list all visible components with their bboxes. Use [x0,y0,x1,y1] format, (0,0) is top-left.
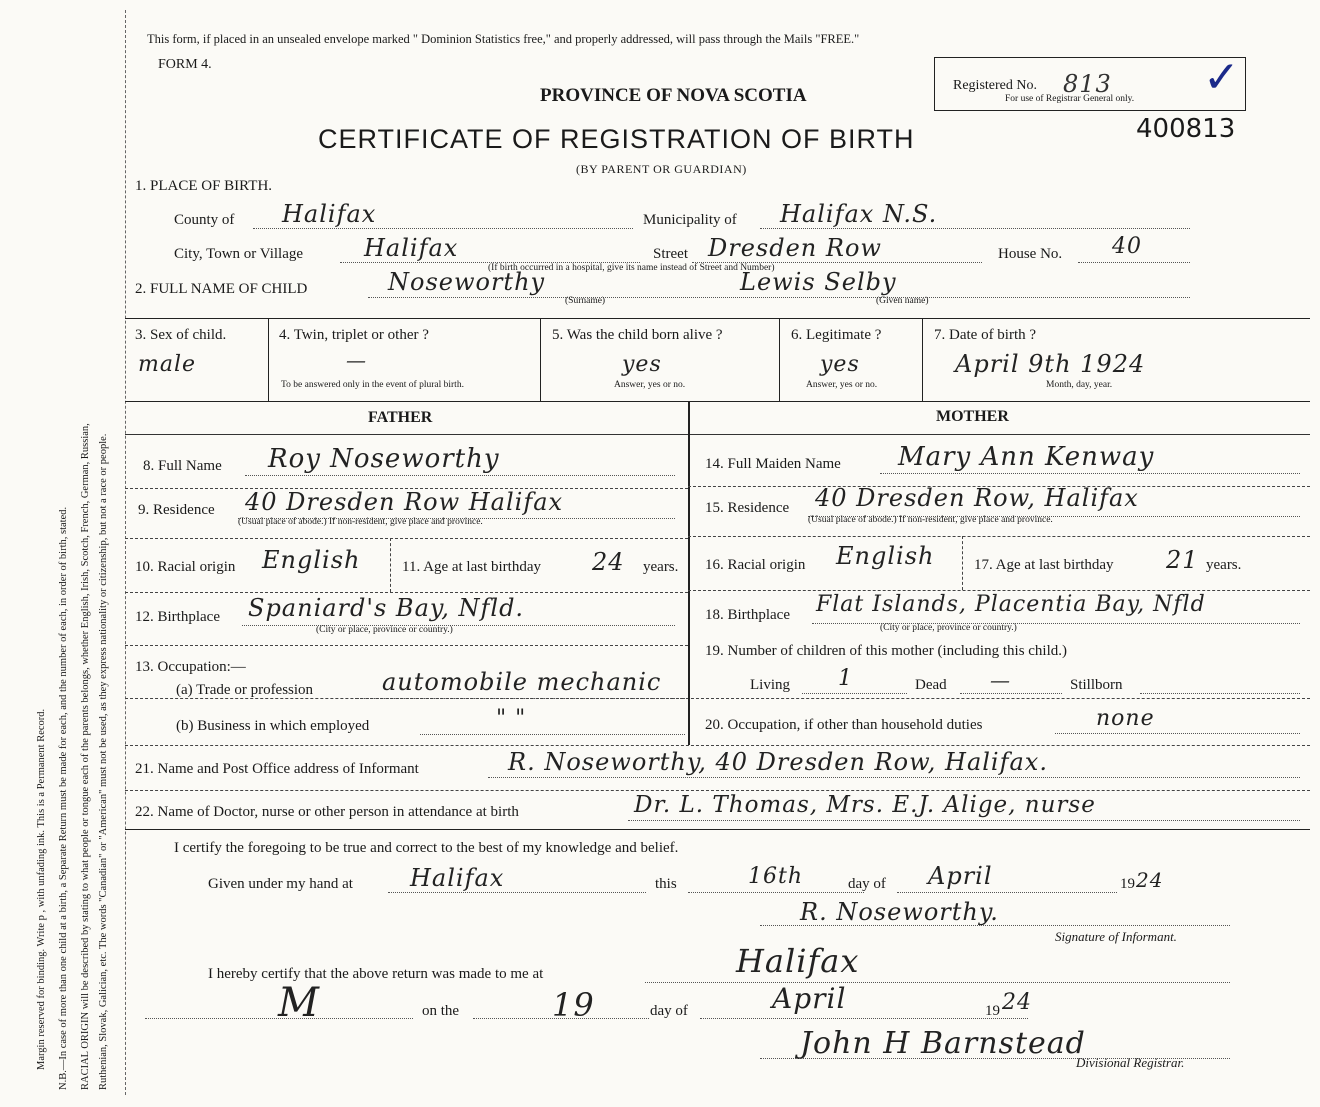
certificate-subtitle: (BY PARENT OR GUARDIAN) [576,162,747,176]
mail-notice: This form, if placed in an unsealed envelope marked " Dominion Statistics free," and properly addressed, will pass through the Mails "FREE." [147,32,860,46]
living-label: Living [750,677,790,693]
blue-checkmark: ✓ [1203,52,1240,103]
municipality-value: Halifax N.S. [780,200,938,228]
mother-age: 21 [1166,546,1199,574]
mother-occ-label: 20. Occupation, if other than household duties [705,717,983,733]
mother-res-label: 15. Residence [705,500,790,516]
mother-race-label: 16. Racial origin [705,557,806,573]
children-label: 19. Number of children of this mother (including this child.) [705,643,1068,659]
twin-value: — [346,348,367,372]
stillborn-label: Stillborn [1070,677,1123,693]
father-age-label: 11. Age at last birthday [402,559,541,575]
place-label: 1. PLACE OF BIRTH. [135,178,273,194]
registered-box [934,57,1246,111]
twin-note: To be answered only in the event of plural birth. [281,380,464,390]
certify-year-prefix: 19 [1120,876,1135,892]
twin-label: 4. Twin, triplet or other ? [279,327,429,343]
sex-value: male [138,352,197,377]
row-divider-top [125,318,1310,319]
father-years: years. [643,559,679,575]
dob-value: April 9th 1924 [955,350,1146,378]
registrar-day: 19 [552,986,595,1024]
doctor-value: Dr. L. Thomas, Mrs. E.J. Alige, nurse [634,792,1096,818]
given-label: Given under my hand at [208,876,353,892]
certify-month: April [928,862,993,890]
certify-year: 24 [1136,868,1164,892]
dead-label: Dead [915,677,947,693]
alive-value: yes [622,352,662,377]
certify-day: 16th [748,864,804,889]
registrar-year-prefix: 19 [985,1003,1000,1019]
mother-years: years. [1206,557,1242,573]
registrar-note: For use of Registrar General only. [1005,94,1135,104]
hospital-note: (If birth occurred in a hospital, give its name instead of Street and Number) [488,263,775,273]
margin-line-4: Ruthenian, Slovak, Galician, etc. The words "Canadian" or "American" must not be used, as they express nationality or citizenship, but not a race or people. [98,433,109,1090]
mother-heading: MOTHER [936,408,1009,425]
registrar-initial: M [278,980,320,1026]
legit-value: yes [820,352,860,377]
dead-value: — [990,668,1011,692]
city-label: City, Town or Village [174,246,304,262]
mother-name-label: 14. Full Maiden Name [705,456,841,472]
province-title: PROVINCE OF NOVA SCOTIA [540,85,807,106]
margin-line-3: RACIAL ORIGIN will be described by stating to what people or tongue each of the parents belongs, whether English, Irish, Scotch, French, German, Russian, [80,423,91,1090]
certificate-title: CERTIFICATE OF REGISTRATION OF BIRTH [318,124,915,154]
alive-note: Answer, yes or no. [614,380,686,390]
house-value: 40 [1112,234,1142,259]
registrar-place: Halifax [736,942,860,980]
father-heading: FATHER [368,409,433,426]
margin-divider [125,10,126,1095]
father-res-label: 9. Residence [138,502,215,518]
dob-note: Month, day, year. [1046,380,1113,390]
father-residence: 40 Dresden Row Halifax [245,488,564,516]
this-label: this [655,876,677,892]
mother-birthplace: Flat Islands, Placentia Bay, Nfld [816,592,1206,617]
father-name: Roy Noseworthy [268,444,500,474]
given-name-note: (Given name) [876,296,929,306]
county-label: County of [174,212,235,228]
certify-text: I certify the foregoing to be true and correct to the best of my knowledge and belief. [174,840,679,856]
signature-informant-label: Signature of Informant. [1055,929,1177,944]
mother-bp-note: (City or place, province or country.) [880,623,1017,633]
business-value: " " [496,706,527,731]
father-bp-note: (City or place, province or country.) [316,625,453,635]
father-bp-label: 12. Birthplace [135,609,220,625]
legit-note: Answer, yes or no. [806,380,878,390]
street-label: Street [653,246,688,262]
trade-value: automobile mechanic [382,668,662,696]
county-value: Halifax [282,200,377,228]
registrar-on-label: on the [422,1003,460,1019]
mother-age-label: 17. Age at last birthday [974,557,1114,573]
father-res-note: (Usual place of abode.) If non-resident, give place and province. [238,517,483,527]
sex-label: 3. Sex of child. [135,327,227,343]
legit-label: 6. Legitimate ? [791,327,882,343]
father-name-label: 8. Full Name [143,458,222,474]
form-number: FORM 4. [158,57,212,72]
house-label: House No. [998,246,1063,262]
stamp-number: 400813 [1136,114,1236,144]
living-value: 1 [838,666,853,691]
surname-note: (Surname) [565,296,606,306]
child-given-name: Lewis Selby [740,268,897,296]
registered-label: Registered No. [953,78,1037,93]
mother-residence: 40 Dresden Row, Halifax [815,484,1139,512]
street-value: Dresden Row [708,234,882,262]
municipality-label: Municipality of [643,212,737,228]
registered-number: 813 [1063,70,1112,98]
certify-dayof-label: day of [848,876,886,892]
informant-signature: R. Noseworthy. [800,898,999,926]
parents-divider [688,401,690,698]
registrar-month: April [772,982,847,1015]
registrar-dayof-label: day of [650,1003,688,1019]
father-race: English [262,546,361,574]
margin-line-1: Margin reserved for binding. Write p , with unfading ink. This is a Permanent Record. [36,708,47,1070]
mother-bp-label: 18. Birthplace [705,607,790,623]
occupation-label: 13. Occupation:— [135,659,246,675]
mother-occ-value: none [1096,706,1155,731]
given-place: Halifax [410,864,505,892]
business-label: (b) Business in which employed [176,718,370,734]
divisional-registrar-label: Divisional Registrar. [1076,1055,1185,1070]
registrar-year: 24 [1002,990,1032,1015]
registrar-signature: John H Barnstead [800,1026,1086,1061]
father-age: 24 [592,548,625,576]
city-value: Halifax [364,234,459,262]
child-surname: Noseworthy [388,268,546,296]
mother-res-note: (Usual place of abode.) If non-resident, give place and province. [808,515,1053,525]
mother-name: Mary Ann Kenway [898,442,1155,472]
father-birthplace: Spaniard's Bay, Nfld. [248,594,525,622]
trade-label: (a) Trade or profession [176,682,314,698]
father-race-label: 10. Racial origin [135,559,236,575]
alive-label: 5. Was the child born alive ? [552,327,723,343]
informant-value: R. Noseworthy, 40 Dresden Row, Halifax. [508,748,1048,776]
margin-line-2: N.B.—In case of more than one child at a birth, a Separate Return must be made for each, and the number of each, in order of birth, stated. [58,506,69,1090]
dob-label: 7. Date of birth ? [934,327,1037,343]
informant-label: 21. Name and Post Office address of Informant [135,761,419,777]
doctor-label: 22. Name of Doctor, nurse or other person in attendance at birth [135,804,519,820]
registrar-text: I hereby certify that the above return was made to me at [208,966,544,982]
margin-notes [30,20,120,1100]
mother-race: English [836,542,935,570]
child-name-label: 2. FULL NAME OF CHILD [135,281,308,297]
